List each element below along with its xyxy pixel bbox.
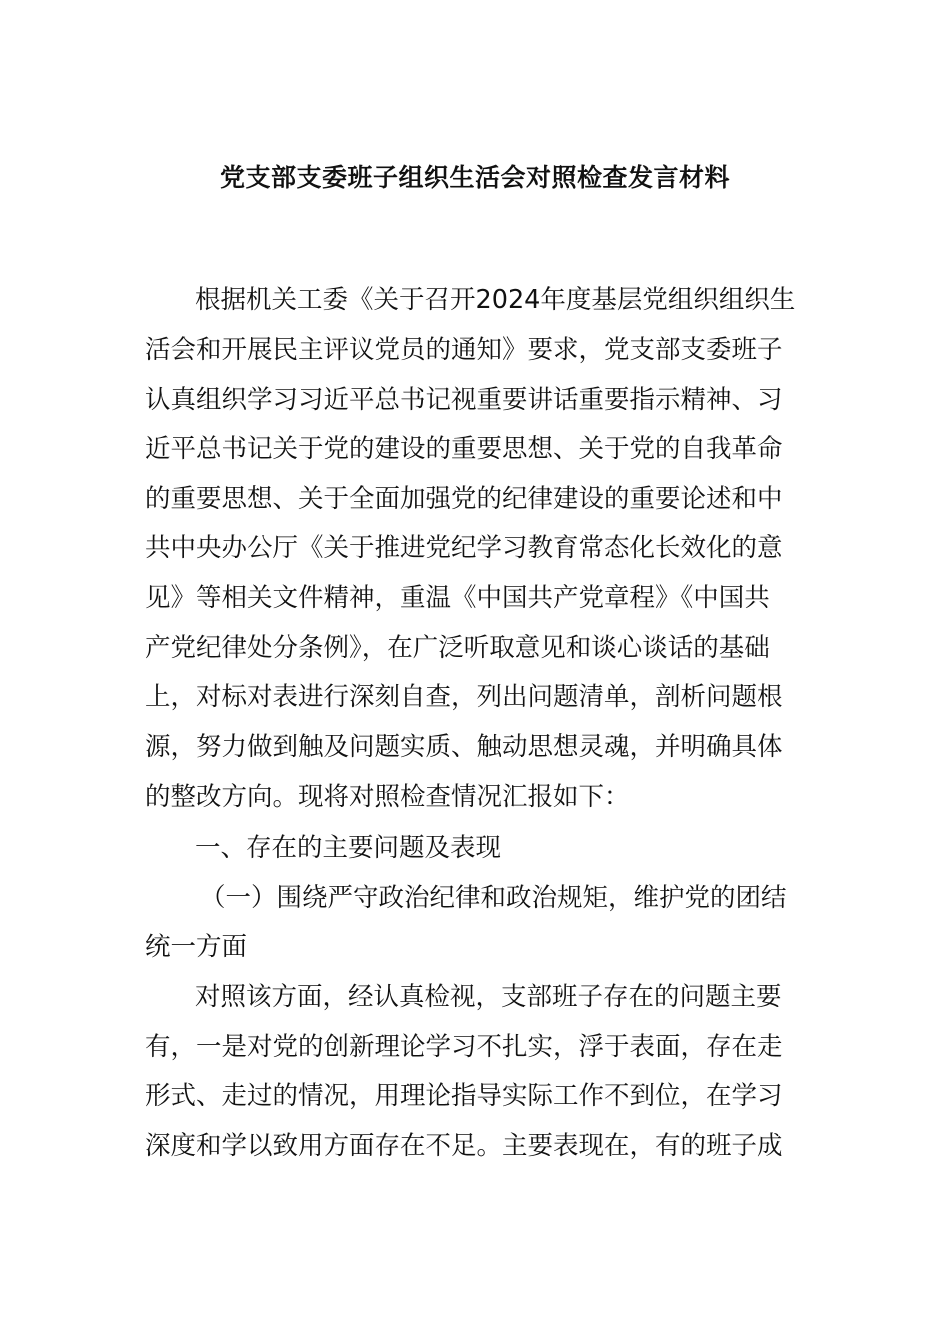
paragraph-line: 的整改方向。现将对照检查情况汇报如下： <box>145 782 630 812</box>
paragraph-line: 有，一是对党的创新理论学习不扎实，浮于表面，存在走 <box>145 1032 783 1062</box>
paragraph-line: 对照该方面，经认真检视，支部班子存在的问题主要 <box>195 982 782 1012</box>
paragraph-line: 见》等相关文件精神，重温《中国共产党章程》《中国共 <box>145 583 770 613</box>
paragraph-line: 深度和学以致用方面存在不足。主要表现在，有的班子成 <box>145 1131 783 1161</box>
subsection-heading-continued: 统一方面 <box>145 932 248 962</box>
paragraph-line: 认真组织学习习近平总书记视重要讲话重要指示精神、习 <box>145 385 783 415</box>
paragraph-line: 源，努力做到触及问题实质、触动思想灵魂，并明确具体 <box>145 732 783 762</box>
subsection-heading: （一）围绕严守政治纪律和政治规矩，维护党的团结 <box>200 883 787 913</box>
paragraph-line: 形式、走过的情况，用理论指导实际工作不到位，在学习 <box>145 1081 783 1111</box>
paragraph-line: 活会和开展民主评议党员的通知》要求，党支部支委班子 <box>145 335 783 365</box>
paragraph-line: 产党纪律处分条例》，在广泛听取意见和谈心谈话的基础 <box>145 633 770 663</box>
section-heading: 一、存在的主要问题及表现 <box>195 833 502 863</box>
paragraph-line: 上，对标对表进行深刻自查，列出问题清单，剖析问题根 <box>145 682 783 712</box>
document-title: 党支部支委班子组织生活会对照检查发言材料 <box>219 163 730 192</box>
paragraph-line: 共中央办公厅《关于推进党纪学习教育常态化长效化的意 <box>145 533 783 563</box>
paragraph-line: 的重要思想、关于全面加强党的纪律建设的重要论述和中 <box>145 484 783 514</box>
paragraph-line: 近平总书记关于党的建设的重要思想、关于党的自我革命 <box>145 434 783 464</box>
paragraph-line: 根据机关工委《关于召开2024年度基层党组织组织生 <box>195 285 796 315</box>
